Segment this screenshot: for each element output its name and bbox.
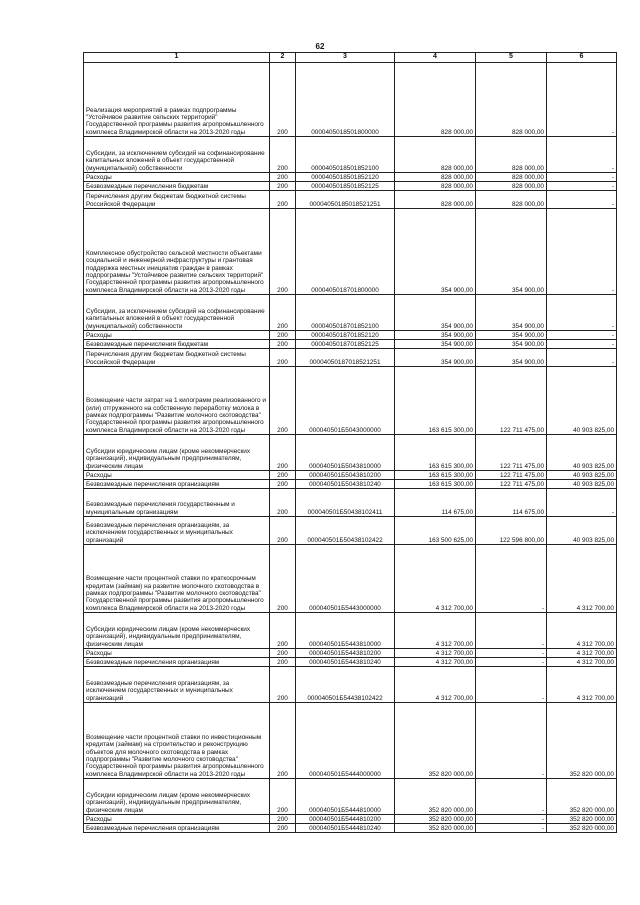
row-approved-amount: 354 900,00 [395,331,476,340]
row-line-code: 200 [270,435,296,471]
row-unexecuted-amount: 40 903 825,00 [547,471,617,480]
row-approved-amount: 4 312 700,00 [395,613,476,649]
row-description: Расходы [84,815,270,824]
row-budget-code: 0000405018701852100 [296,295,395,331]
row-unexecuted-amount: - [547,489,617,517]
row-budget-code: 000040501Б5444810240 [296,824,395,833]
row-description: Субсидии юридическим лицам (кроме некоммерческих организаций), индивидуальным предпринимателям, физическим лицам [84,779,270,815]
row-unexecuted-amount: - [547,340,617,349]
row-executed-amount: 122 711 475,00 [476,435,547,471]
row-executed-amount: 354 900,00 [476,340,547,349]
col-header-2: 2 [270,53,296,63]
table-row [84,191,617,209]
row-approved-amount: 4 312 700,00 [395,658,476,667]
row-executed-amount: 354 900,00 [476,295,547,331]
row-line-code: 200 [270,340,296,349]
row-unexecuted-amount: - [547,137,617,173]
row-executed-amount: 114 675,00 [476,489,547,517]
row-line-code: 200 [270,367,296,435]
row-approved-amount: 354 900,00 [395,340,476,349]
row-approved-amount: 163 615 300,00 [395,435,476,471]
col-header-6: 6 [547,53,617,63]
row-description: Безвозмездные перечисления организациям [84,658,270,667]
row-description: Субсидии юридическим лицам (кроме некоммерческих организаций), индивидуальным предпринимателям, физическим лицам [84,613,270,649]
row-executed-amount: 828 000,00 [476,182,547,191]
row-executed-amount: 828 000,00 [476,137,547,173]
row-budget-code: 0000405018701852120 [296,331,395,340]
row-line-code: 200 [270,779,296,815]
row-line-code: 200 [270,480,296,489]
row-executed-amount: 354 900,00 [476,349,547,367]
table-row [84,331,617,340]
row-line-code: 200 [270,658,296,667]
row-unexecuted-amount: 352 820 000,00 [547,779,617,815]
table-row [84,658,617,667]
row-executed-amount: - [476,658,547,667]
table-row [84,779,617,815]
row-description: Безвозмездные перечисления бюджетам [84,340,270,349]
row-description: Безвозмездные перечисления организациям, за исключением государственных и муниципальных организаций [84,667,270,703]
row-approved-amount: 352 820 000,00 [395,779,476,815]
row-approved-amount: 828 000,00 [395,173,476,182]
row-approved-amount: 163 615 300,00 [395,471,476,480]
row-budget-code: 000040501Б5043810200 [296,471,395,480]
row-unexecuted-amount: 352 820 000,00 [547,815,617,824]
table-row [84,649,617,658]
row-description: Расходы [84,331,270,340]
row-unexecuted-amount: 4 312 700,00 [547,613,617,649]
table-row [84,517,617,545]
row-budget-code: 0000405018501852100 [296,137,395,173]
row-executed-amount: 354 900,00 [476,331,547,340]
table-row [84,667,617,703]
row-line-code: 200 [270,649,296,658]
col-header-1: 1 [84,53,270,63]
row-budget-code: 000040501Б5443810000 [296,613,395,649]
row-line-code: 200 [270,209,296,295]
row-description: Расходы [84,649,270,658]
row-approved-amount: 354 900,00 [395,295,476,331]
row-executed-amount: - [476,545,547,613]
row-unexecuted-amount: - [547,182,617,191]
row-budget-code: 000040501Б5043810000 [296,435,395,471]
row-unexecuted-amount: 352 820 000,00 [547,703,617,779]
table-body [84,63,617,833]
row-approved-amount: 4 312 700,00 [395,545,476,613]
row-executed-amount: - [476,815,547,824]
row-approved-amount: 354 900,00 [395,209,476,295]
row-line-code: 200 [270,824,296,833]
row-unexecuted-amount: 4 312 700,00 [547,545,617,613]
row-description: Возмещение части процентной ставки по краткосрочным кредитам (займам) на развитие молочного скотоводства в рамках подпрограммы "Развитие молочного скотоводства" Государственной программы развития агропромышленного комплекса Владимирской области на 2013-2020 годы [84,545,270,613]
row-executed-amount: - [476,703,547,779]
row-executed-amount: 122 711 475,00 [476,480,547,489]
row-line-code: 200 [270,191,296,209]
row-budget-code: 000040501Б5043810240 [296,480,395,489]
row-approved-amount: 4 312 700,00 [395,667,476,703]
row-approved-amount: 828 000,00 [395,137,476,173]
row-line-code: 200 [270,182,296,191]
row-description: Безвозмездные перечисления организациям, за исключением государственных и муниципальных организаций [84,517,270,545]
row-unexecuted-amount: - [547,295,617,331]
row-line-code: 200 [270,471,296,480]
table-row [84,340,617,349]
row-budget-code: 000040501Б5443810240 [296,658,395,667]
row-unexecuted-amount: 4 312 700,00 [547,658,617,667]
table-row [84,471,617,480]
row-description: Безвозмездные перечисления бюджетам [84,182,270,191]
table-row [84,480,617,489]
row-budget-code: 000040501Б5444810000 [296,779,395,815]
row-unexecuted-amount: 40 903 825,00 [547,517,617,545]
row-executed-amount: - [476,667,547,703]
row-budget-code: 000040501Б5444810200 [296,815,395,824]
row-line-code: 200 [270,63,296,137]
row-executed-amount: 122 596 800,00 [476,517,547,545]
row-line-code: 200 [270,545,296,613]
row-executed-amount: - [476,779,547,815]
table-row [84,545,617,613]
row-description: Возмещение части затрат на 1 килограмм реализованного и (или) отгруженного на собственную переработку молока в рамках подпрограммы "Развитие молочного скотоводства" Государственной программы развития агропромышленного комплекса Владимирской области на 2013-2020 годы [84,367,270,435]
row-budget-code: 000040501Б5443810200 [296,649,395,658]
row-approved-amount: 4 312 700,00 [395,649,476,658]
row-unexecuted-amount: - [547,63,617,137]
row-line-code: 200 [270,137,296,173]
row-executed-amount: 122 711 475,00 [476,471,547,480]
row-approved-amount: 163 615 300,00 [395,480,476,489]
row-executed-amount: 354 900,00 [476,209,547,295]
row-description: Возмещение части процентной ставки по инвестиционным кредитам (займам) на строительство и реконструкцию объектов для молочного скотоводства в рамках подпрограммы "Развитие молочного скотоводства" Государственной программы развития агропромышленного комплекса Владимирской области на 2013-2020 годы [84,703,270,779]
row-approved-amount: 352 820 000,00 [395,815,476,824]
row-budget-code: 000040501Б50438102422 [296,517,395,545]
table-row [84,182,617,191]
row-unexecuted-amount: 40 903 825,00 [547,480,617,489]
table-row [84,435,617,471]
row-unexecuted-amount: 4 312 700,00 [547,667,617,703]
row-description: Расходы [84,173,270,182]
table-row [84,815,617,824]
row-line-code: 200 [270,815,296,824]
table-row [84,295,617,331]
row-budget-code: 0000405018501852125 [296,182,395,191]
row-line-code: 200 [270,349,296,367]
row-unexecuted-amount: 352 820 000,00 [547,824,617,833]
col-header-5: 5 [476,53,547,63]
row-budget-code: 000040501Б5443000000 [296,545,395,613]
row-budget-code: 0000405018501800000 [296,63,395,137]
row-executed-amount: 828 000,00 [476,191,547,209]
row-unexecuted-amount: - [547,331,617,340]
row-unexecuted-amount: 40 903 825,00 [547,435,617,471]
table-row [84,489,617,517]
row-approved-amount: 352 820 000,00 [395,824,476,833]
row-approved-amount: 352 820 000,00 [395,703,476,779]
table-row [84,824,617,833]
row-description: Реализация мероприятий в рамках подпрограммы "Устойчивое развитие сельских территорий" Государственной программы развития агропромышленного комплекса Владимирской области на 2013-2020 годы [84,63,270,137]
row-approved-amount: 828 000,00 [395,63,476,137]
row-approved-amount: 163 500 625,00 [395,517,476,545]
row-budget-code: 000040501Б50438102411 [296,489,395,517]
row-executed-amount: - [476,649,547,658]
row-unexecuted-amount: - [547,191,617,209]
row-description: Субсидии юридическим лицам (кроме некоммерческих организаций), индивидуальным предпринимателям, физическим лицам [84,435,270,471]
table-row [84,209,617,295]
row-line-code: 200 [270,613,296,649]
table-row [84,349,617,367]
row-description: Расходы [84,471,270,480]
row-approved-amount: 828 000,00 [395,182,476,191]
row-executed-amount: 828 000,00 [476,173,547,182]
row-budget-code: 000040501Б5043000000 [296,367,395,435]
col-header-4: 4 [395,53,476,63]
budget-table [83,52,617,833]
row-line-code: 200 [270,173,296,182]
row-budget-code: 00004050185018521251 [296,191,395,209]
table-row [84,613,617,649]
header-row [84,53,617,63]
row-budget-code: 0000405018701800000 [296,209,395,295]
page-number: 62 [315,42,325,51]
row-approved-amount: 828 000,00 [395,191,476,209]
row-description: Перечисления другим бюджетам бюджетной системы Российской Федерации [84,191,270,209]
row-unexecuted-amount: 4 312 700,00 [547,649,617,658]
table-row [84,367,617,435]
row-budget-code: 000040501Б5444000000 [296,703,395,779]
row-approved-amount: 354 900,00 [395,349,476,367]
row-line-code: 200 [270,667,296,703]
row-line-code: 200 [270,517,296,545]
row-executed-amount: - [476,613,547,649]
row-line-code: 200 [270,331,296,340]
table-row [84,137,617,173]
row-approved-amount: 163 615 300,00 [395,367,476,435]
row-budget-code: 000040501Б54438102422 [296,667,395,703]
row-executed-amount: 828 000,00 [476,63,547,137]
row-description: Перечисления другим бюджетам бюджетной системы Российской Федерации [84,349,270,367]
row-executed-amount: 122 711 475,00 [476,367,547,435]
table-row [84,63,617,137]
row-description: Субсидии, за исключением субсидий на софинансирование капитальных вложений в объект государственной (муниципальной) собственности [84,295,270,331]
table-row [84,703,617,779]
row-line-code: 200 [270,703,296,779]
row-unexecuted-amount: - [547,173,617,182]
row-budget-code: 00004050187018521251 [296,349,395,367]
row-description: Безвозмездные перечисления организациям [84,480,270,489]
row-approved-amount: 114 675,00 [395,489,476,517]
row-description: Комплексное обустройство сельской местности объектами социальной и инженерной инфраструктуры и грантовая поддержка местных инициатив граждан в рамках подпрограммы "Устойчивое развитие сельских территорий" Государственной программы развития агропромышленного комплекса Владимирской области на 2013-2020 годы [84,209,270,295]
col-header-3: 3 [296,53,395,63]
row-unexecuted-amount: 40 903 825,00 [547,367,617,435]
row-unexecuted-amount: - [547,349,617,367]
row-unexecuted-amount: - [547,209,617,295]
row-budget-code: 0000405018701852125 [296,340,395,349]
row-executed-amount: - [476,824,547,833]
row-line-code: 200 [270,295,296,331]
row-description: Безвозмездные перечисления организациям [84,824,270,833]
row-description: Безвозмездные перечисления государственным и муниципальным организациям [84,489,270,517]
row-description: Субсидии, за исключением субсидий на софинансирование капитальных вложений в объект государственной (муниципальной) собственности [84,137,270,173]
row-line-code: 200 [270,489,296,517]
row-budget-code: 0000405018501852120 [296,173,395,182]
table-row [84,173,617,182]
